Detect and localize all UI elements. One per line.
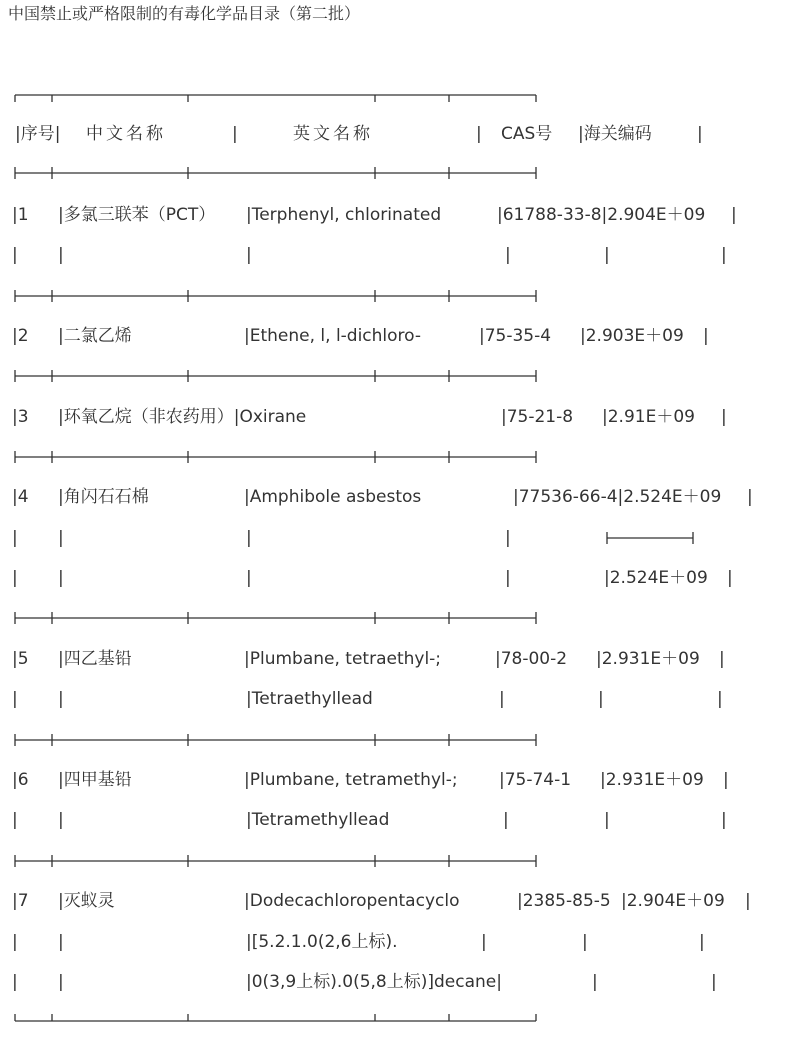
table-cell-text: |	[721, 245, 727, 265]
table-cell-text: |Tetramethyllead	[246, 810, 390, 830]
table-cell-text: |	[721, 810, 727, 830]
table-cell-text: |Plumbane, tetramethyl-;	[244, 770, 458, 790]
table-cell-text: |	[58, 689, 64, 709]
table-cell-text: |	[12, 568, 18, 588]
table-cell-text: |5	[12, 649, 29, 669]
table-cell-text: |	[721, 407, 727, 427]
table-cell-text: |2.524E＋09	[604, 568, 708, 588]
table-cell-text: |	[499, 689, 505, 709]
table-cell-text: |	[12, 932, 18, 952]
table-cell-text: |序号|	[15, 124, 61, 144]
table-cell-text: |	[745, 891, 751, 911]
table-cell-text: |77536-66-4|2.524E＋09	[513, 487, 722, 507]
table-cell-text: |	[727, 568, 733, 588]
table-cell-text: |	[592, 972, 598, 992]
table-cell-text: |多氯三联苯（PCT）	[58, 205, 216, 225]
table-cell-text: |	[58, 932, 64, 952]
table-cell-text: |	[505, 568, 511, 588]
table-cell-text: 中文名称	[86, 124, 166, 144]
table-cell-text: |1	[12, 205, 29, 225]
table-cell-text: |灭蚁灵	[58, 891, 115, 911]
table-cell-text: CAS号	[501, 124, 553, 144]
table-cell-text: |	[697, 124, 703, 144]
table-cell-text: |	[503, 810, 509, 830]
table-cell-text: |	[246, 245, 252, 265]
table-cell-text: |二氯乙烯	[58, 326, 132, 346]
table-cell-text: |	[58, 528, 64, 548]
table-cell-text: |Ethene, l, l-dichloro-	[244, 326, 422, 346]
table-cell-text: |	[711, 972, 717, 992]
table-cell-text: 英文名称	[293, 124, 373, 144]
table-cell-text: |	[598, 689, 604, 709]
table-cell-text: |四乙基铅	[58, 649, 132, 669]
table-cell-text: |2.931E＋09	[600, 770, 704, 790]
table-cell-text: |	[604, 810, 610, 830]
table-cell-text: |	[505, 528, 511, 548]
table-cell-text: |Plumbane, tetraethyl-;	[244, 649, 442, 669]
table-cell-text: |	[12, 972, 18, 992]
table-cell-text: |	[719, 649, 725, 669]
table-cell-text: |78-00-2	[495, 649, 568, 669]
page-title: 中国禁止或严格限制的有毒化学品目录（第二批）	[8, 4, 361, 23]
table-cell-text: |6	[12, 770, 29, 790]
table-cell-text: |61788-33-8|2.904E＋09	[497, 205, 706, 225]
table-cell-text: |	[476, 124, 482, 144]
table-cell-text: |75-74-1	[499, 770, 572, 790]
table-cell-text: |	[731, 205, 737, 225]
table-cell-text: |2.931E＋09	[596, 649, 700, 669]
table-cell-text: |Dodecachloropentacyclo	[244, 891, 460, 911]
table-cell-text: |	[12, 245, 18, 265]
table-cell-text: |	[703, 326, 709, 346]
table-cell-text: |	[604, 245, 610, 265]
table-cell-text: |	[747, 487, 753, 507]
table-cell-text: |	[717, 689, 723, 709]
table-cell-text: |75-21-8	[501, 407, 574, 427]
table-cell-text: |Tetraethyllead	[246, 689, 373, 709]
table-cell-text: |2	[12, 326, 29, 346]
table-cell-text: |4	[12, 487, 29, 507]
table-cell-text: |2.904E＋09	[621, 891, 725, 911]
table-cell-text: |2385-85-5	[517, 891, 611, 911]
table-cell-text: |四甲基铅	[58, 770, 132, 790]
table-cell-text: |2.91E＋09	[602, 407, 695, 427]
table-cell-text: |	[723, 770, 729, 790]
table-cell-text: |海关编码	[578, 124, 652, 144]
table-cell-text: |环氧乙烷（非农药用）|Oxirane	[58, 407, 307, 427]
table-cell-text: |	[699, 932, 705, 952]
table-cell-text: |	[481, 932, 487, 952]
table-cell-text: |	[505, 245, 511, 265]
table-cell-text: |	[582, 932, 588, 952]
table-cell-text: |2.903E＋09	[580, 326, 684, 346]
table-cell-text: |0(3,9上标).0(5,8上标)]decane|	[246, 972, 502, 992]
table-cell-text: |	[58, 810, 64, 830]
table-cell-text: |[5.2.1.0(2,6上标).	[246, 932, 398, 952]
table-cell-text: |Amphibole asbestos	[244, 487, 422, 507]
table-cell-text: |	[12, 528, 18, 548]
table-cell-text: |	[12, 689, 18, 709]
table-cell-text: |75-35-4	[479, 326, 552, 346]
table-cell-text: |3	[12, 407, 29, 427]
table-cell-text: |	[58, 972, 64, 992]
table-cell-text: |	[246, 528, 252, 548]
table-cell-text: |	[246, 568, 252, 588]
table-cell-text: |	[58, 568, 64, 588]
table-cell-text: |	[232, 124, 238, 144]
table-cell-text: |Terphenyl, chlorinated	[246, 205, 442, 225]
table-cell-text: |角闪石石棉	[58, 487, 149, 507]
table-cell-text: |	[12, 810, 18, 830]
table-cell-text: |7	[12, 891, 29, 911]
table-cell-text: |	[58, 245, 64, 265]
